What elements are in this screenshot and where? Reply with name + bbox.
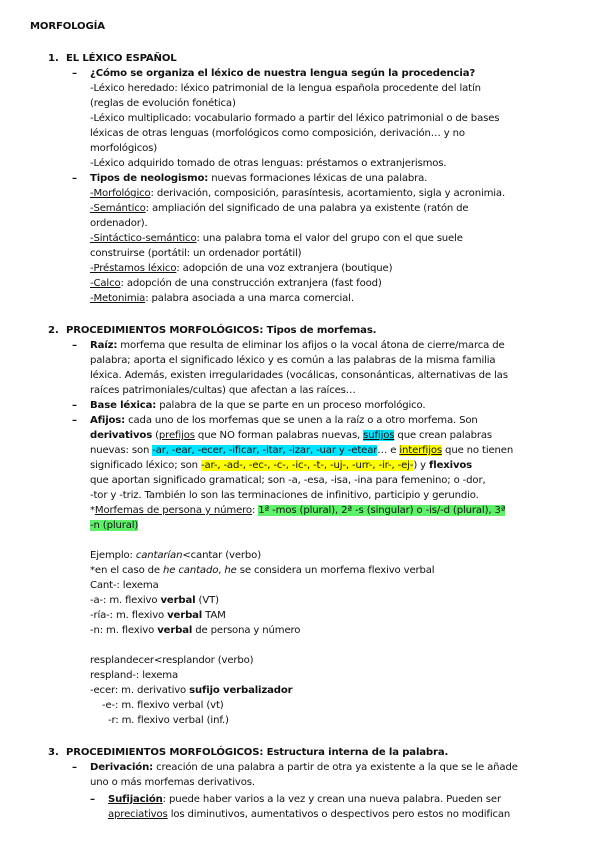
term-label: -Semántico (90, 203, 146, 214)
text-span: verbal (167, 610, 203, 621)
text-span: ( (152, 430, 159, 441)
bullet-dash: – (72, 68, 78, 79)
text-span: de persona y número (192, 625, 301, 636)
text-line (90, 609, 226, 622)
text-span: (VT) (195, 595, 219, 606)
text-line (90, 761, 518, 774)
text-span: : adopción de una construcción extranjera (fast food) (120, 278, 382, 289)
highlight-green: -n (plural) (90, 520, 139, 531)
text-line (90, 232, 463, 245)
text-span: cantarían (135, 550, 183, 561)
text-line (90, 262, 392, 275)
text-line (90, 172, 427, 185)
highlight-cyan: -ar, -ear, -ecer, -ificar, -itar, -izar, -uar y -etear (152, 445, 378, 456)
text-span: he (224, 565, 237, 576)
bullet-dash: – (72, 415, 78, 426)
text-line (108, 808, 510, 821)
bullet-dash: – (90, 794, 96, 805)
text-line (90, 549, 261, 562)
term-label: Morfemas de persona y número (94, 505, 252, 516)
term-label: apreciativos (108, 809, 168, 820)
question-heading: ¿Cómo se organiza el léxico de nuestra lengua según la procedencia? (90, 68, 476, 79)
term-label: -Metonimia (90, 293, 146, 304)
section-3-number: 3. (48, 747, 59, 758)
text-line (90, 519, 138, 532)
section-2-heading: PROCEDIMIENTOS MORFOLÓGICOS: Tipos de morfemas. (66, 325, 377, 336)
section-1-number: 1. (48, 53, 59, 64)
text-line: Cant-: lexema (90, 580, 159, 591)
text-span: creación de una palabra a partir de otra ya existente a la que se le añade (153, 762, 518, 773)
text-span: : (251, 505, 259, 516)
term-label: Derivación: (90, 762, 154, 773)
text-span: -ría-: m. flexivo (90, 610, 168, 621)
section-1-heading: EL LÉXICO ESPAÑOL (66, 53, 177, 64)
term-label: prefijos (158, 430, 195, 441)
text-line: -Léxico heredado: léxico patrimonial de la lengua española procedente del latín (90, 83, 481, 94)
text-line (90, 624, 300, 637)
bullet-dash: – (72, 340, 78, 351)
bullet-dash: – (72, 762, 78, 773)
text-line: -Léxico adquirido tomado de otras lenguas: préstamos o extranjerismos. (90, 158, 447, 169)
text-span: : adopción de una voz extranjera (boutique) (176, 263, 393, 274)
highlight-yellow: -ar-, -ad-, -ec-, -c-, -ic-, -t-, -uj-, -urr-, -ir-, -ej- (200, 460, 414, 471)
bullet-dash: – (72, 173, 78, 184)
text-span: : ampliación del significado de una palabra ya existente (ratón de (145, 203, 469, 214)
term-label: -Calco (90, 278, 121, 289)
text-span: cada uno de los morfemas que se unen a la raíz o a otro morfema. Son (125, 415, 478, 426)
text-span: *en el caso de (90, 565, 164, 576)
text-line (90, 339, 505, 352)
text-line: resplandecer<resplandor (verbo) (90, 655, 254, 666)
term-label: Sufijación (108, 794, 163, 805)
text-span: nuevas: son (90, 445, 153, 456)
text-span: * (90, 505, 95, 516)
text-line: morfológicos) (90, 143, 158, 154)
highlight-yellow: interfijos (399, 445, 442, 456)
term-label: -Préstamos léxico (90, 263, 177, 274)
text-line (90, 187, 505, 200)
text-span: , (218, 565, 225, 576)
highlight-green: 1ª -mos (plural), 2ª -s (singular) o -is/-d (plural), 3ª (258, 505, 506, 516)
text-line: (reglas de evolución fonética) (90, 98, 236, 109)
text-line (90, 277, 382, 290)
text-line: palabra; aporta el significado léxico y es común a las palabras de la misma familia (90, 355, 496, 366)
text-span: TAM (202, 610, 226, 621)
section-3-heading: PROCEDIMIENTOS MORFOLÓGICOS: Estructura interna de la palabra. (66, 747, 449, 758)
term-label: -Sintáctico-semántico (90, 233, 197, 244)
section-2-number: 2. (48, 325, 59, 336)
text-span: se considera un morfema flexivo verbal (236, 565, 435, 576)
text-line: -Léxico multiplicado: vocabulario formado a partir del léxico patrimonial o de bases (90, 113, 500, 124)
text-line: léxica. Además, existen irregularidades (vocálicas, consonánticas, alternativas de las (90, 370, 508, 381)
text-line (90, 429, 492, 442)
text-line: -r: m. flexivo verbal (inf.) (108, 715, 229, 726)
text-line: raíces patrimoniales/cultas) que afectan a las raíces… (90, 385, 356, 396)
text-span: -ecer: m. derivativo (90, 685, 190, 696)
text-span: : palabra asociada a una marca comercial. (145, 293, 354, 304)
term-label: Tipos de neologismo: (90, 173, 209, 184)
text-line (90, 414, 478, 427)
text-line (90, 564, 434, 577)
text-line: que aportan significado gramatical; son -a, -esa, -isa, -ina para femenino; o -dor, (90, 475, 486, 486)
text-span: palabra de la que se parte en un proceso morfológico. (156, 400, 426, 411)
text-span: los diminutivos, aumentativos o despectivos pero estos no modifican (167, 809, 511, 820)
text-span: que NO forman palabras nuevas, (194, 430, 364, 441)
text-line (90, 292, 354, 305)
term-label: Base léxica: (90, 400, 157, 411)
text-line (108, 793, 501, 806)
text-line (90, 504, 505, 517)
highlight-cyan: sufijos (363, 430, 395, 441)
term-label: Afijos: (90, 415, 126, 426)
term-label: flexivos (429, 460, 473, 471)
document-title: MORFOLOGÍA (30, 21, 105, 32)
text-span: morfema que resulta de eliminar los afijos o la vocal átona de cierre/marca de (117, 340, 505, 351)
term-label: -Morfológico (90, 188, 151, 199)
text-span: verbal (160, 595, 196, 606)
text-span: : puede haber varios a la vez y crean una nueva palabra. Pueden ser (162, 794, 501, 805)
text-span: nuevas formaciones léxicas de una palabra. (208, 173, 428, 184)
text-span: he cantado (163, 565, 219, 576)
text-line (90, 594, 219, 607)
text-span: verbal (157, 625, 193, 636)
text-span: ) y (413, 460, 430, 471)
term-label: Raíz: (90, 340, 118, 351)
text-span: : derivación, composición, parasíntesis, acortamiento, sigla y acronimia. (150, 188, 506, 199)
text-line: uno o más morfemas derivativos. (90, 777, 255, 788)
text-line (90, 459, 472, 472)
text-line: respland-: lexema (90, 670, 179, 681)
text-span: que no tienen (442, 445, 514, 456)
text-line (90, 202, 468, 215)
bullet-dash: – (72, 400, 78, 411)
text-line: ordenador). (90, 218, 148, 229)
term-label: derivativos (90, 430, 153, 441)
text-line: construirse (portátil: un ordenador portátil) (90, 248, 302, 259)
text-line (90, 444, 513, 457)
text-span: : una palabra toma el valor del grupo con el que suele (196, 233, 463, 244)
text-span: … e (377, 445, 400, 456)
text-span: significado léxico; son (90, 460, 201, 471)
text-line (90, 684, 292, 697)
text-span: que crean palabras (394, 430, 493, 441)
text-span: Ejemplo: (90, 550, 136, 561)
text-line: -tor y -triz. También lo son las terminaciones de infinitivo, participio y gerundio. (90, 490, 479, 501)
text-line: léxicas de otras lenguas (morfológicos como composición, derivación… y no (90, 128, 465, 139)
text-span: sufijo verbalizador (189, 685, 293, 696)
text-span: -n: m. flexivo (90, 625, 158, 636)
text-line (90, 399, 425, 412)
text-span: <cantar (verbo) (182, 550, 261, 561)
text-line: -e-: m. flexivo verbal (vt) (102, 700, 224, 711)
text-span: -a-: m. flexivo (90, 595, 161, 606)
